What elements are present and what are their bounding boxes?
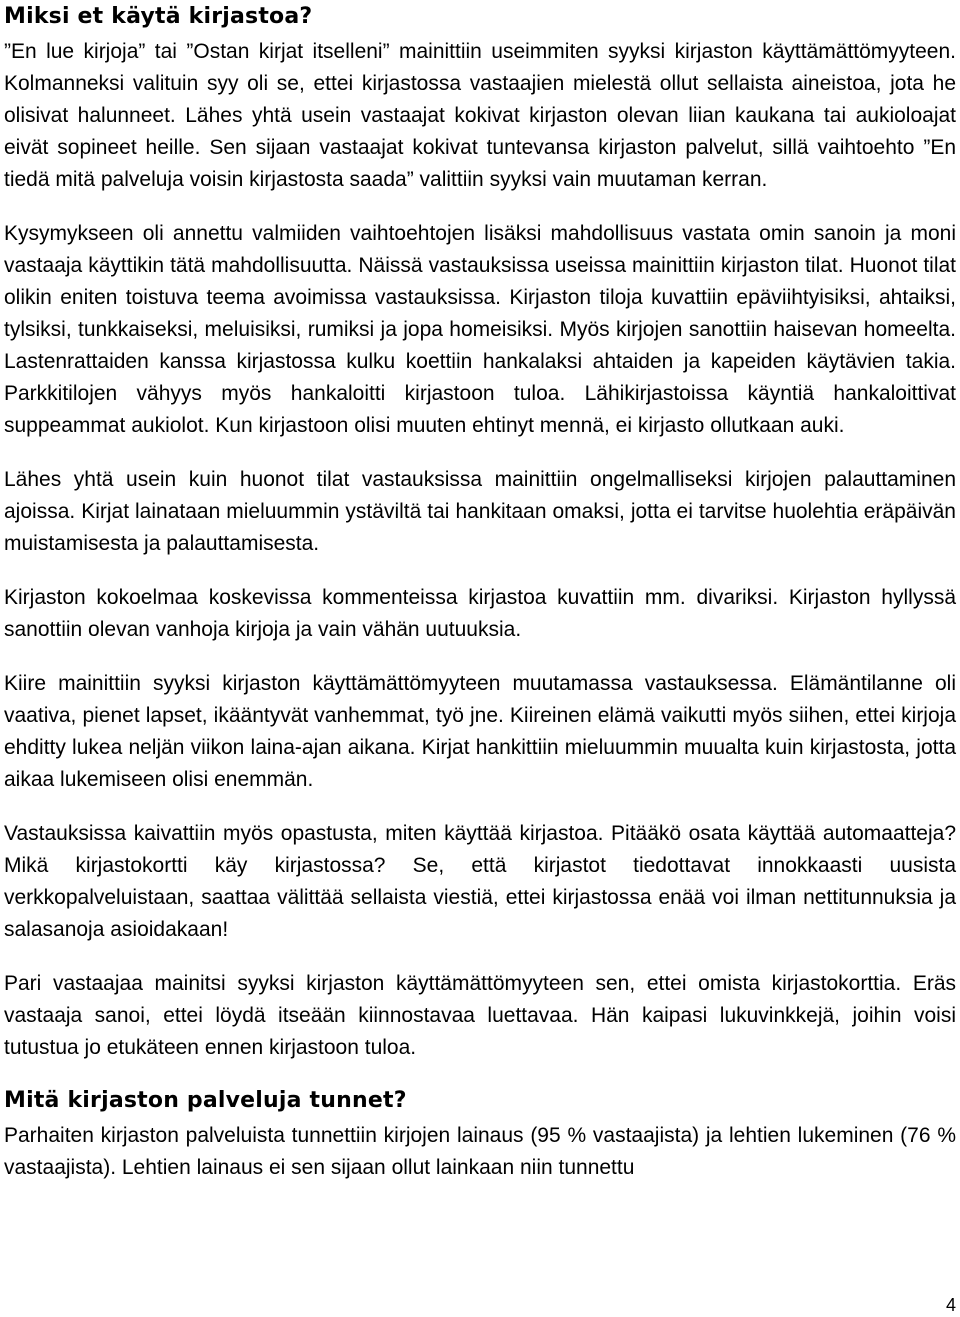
body-paragraph: Kysymykseen oli annettu valmiiden vaihtoehtojen lisäksi mahdollisuus vastata omin sanoin ja moni vastaaja käyttikin tätä mahdollisuutta. Näissä vastauksissa useissa mainittiin kirjaston tilat. Huonot tilat olikin eniten toistuva teema avoimissa vastauksissa. Kirjaston tiloja kuvattiin epäviihtyisiksi, ahtaiksi, tylsiksi, tunkkaiseksi, meluisiksi, rumiksi ja jopa homeisiksi. Myös kirjojen sanottiin haisevan homeelta. Lastenrattaiden kanssa kirjastossa kulku koettiin hankalaksi ahtaiden ja kapeiden käytävien takia. Parkkitilojen vähyys myös hankaloitti kirjastoon tuloa. Lähikirjastoissa käyntiä hankaloittivat suppeammat aukiolot. Kun kirjastoon olisi muuten ehtinyt mennä, ei kirjasto ollutkaan auki.: [4, 222, 956, 437]
body-paragraph: Lähes yhtä usein kuin huonot tilat vastauksissa mainittiin ongelmalliseksi kirjojen palauttaminen ajoissa. Kirjat lainataan mieluummin ystäviltä tai hankitaan omaksi, jotta ei tarvitse huolehtia eräpäivän muistamisesta ja palauttamisesta.: [4, 468, 956, 555]
body-paragraph: Kirjaston kokoelmaa koskevissa kommenteissa kirjastoa kuvattiin mm. divariksi. Kirjaston hyllyssä sanottiin olevan vanhoja kirjoja ja vain vähän uutuuksia.: [4, 586, 956, 641]
body-paragraph: Kiire mainittiin syyksi kirjaston käyttämättömyyteen muutamassa vastauksessa. Elämäntilanne oli vaativa, pienet lapset, ikääntyvät vanhemmat, työ jne. Kiireinen elämä vaikutti myös siihen, ettei kirjoja ehditty lukea neljän viikon laina-ajan aikana. Kirjat hankittiin mieluummin muualta kuin kirjastosta, jotta aikaa lukemiseen olisi enemmän.: [4, 672, 956, 791]
body-paragraph: Pari vastaajaa mainitsi syyksi kirjaston käyttämättömyyteen sen, ettei omista kirjastokorttia. Eräs vastaaja sanoi, ettei löydä itseään kiinnostavaa luettavaa. Hän kaipasi lukuvinkkejä, joihin voisi tutustua jo etukäteen ennen kirjastoon tuloa.: [4, 972, 956, 1059]
page-number: 4: [945, 1295, 956, 1315]
section-heading: Mitä kirjaston palveluja tunnet?: [4, 1088, 407, 1113]
document-page: [4, 0, 956, 1184]
body-paragraph: Parhaiten kirjaston palveluista tunnettiin kirjojen lainaus (95 % vastaajista) ja lehtien lukeminen (76 % vastaajista). Lehtien lainaus ei sen sijaan ollut lainkaan niin tunnettu: [4, 1124, 956, 1179]
body-paragraph: ”En lue kirjoja” tai ”Ostan kirjat itselleni” mainittiin useimmiten syyksi kirjaston käyttämättömyyteen. Kolmanneksi valituin syy oli se, ettei kirjastossa vastaajien mielestä ollut sellaista aineistoa, jota he olisivat halunneet. Lähes yhtä usein vastaajat kokivat kirjaston olevan liian kaukana tai aukioloajat eivät sopineet heille. Sen sijaan vastaajat kokivat tuntevansa kirjaston palvelut, sillä vaihtoehto ”En tiedä mitä palveluja voisin kirjastosta saada” valittiin syyksi vain muutaman kerran.: [4, 40, 956, 191]
section-heading: Miksi et käytä kirjastoa?: [4, 4, 313, 29]
body-paragraph: Vastauksissa kaivattiin myös opastusta, miten käyttää kirjastoa. Pitääkö osata käyttää automaatteja? Mikä kirjastokortti käy kirjastossa? Se, että kirjastot tiedottavat innokkaasti uusista verkkopalveluistaan, saattaa välittää sellaista viestiä, ettei kirjastossa enää voi ilman nettitunnuksia ja salasanoja asioidakaan!: [4, 822, 956, 941]
